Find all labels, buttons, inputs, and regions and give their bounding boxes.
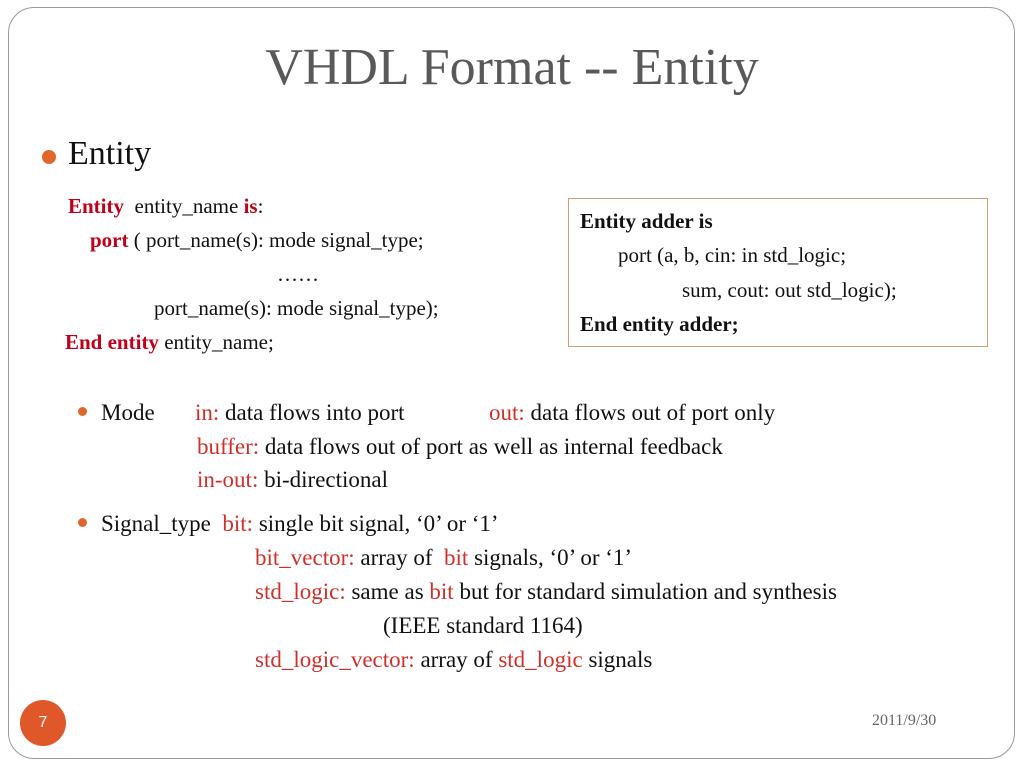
signal-bitvector-desc-2: signals, ‘0’ or ‘1’: [474, 545, 633, 570]
signal-stdlogic-keyword: std_logic:: [255, 579, 346, 604]
mode-inout-desc: bi-directional: [264, 467, 388, 492]
mode-buffer-keyword: buffer:: [197, 434, 260, 459]
signal-stdlogic-line: [255, 580, 837, 603]
signal-stdlogicvector-line: [255, 648, 652, 671]
signal-bitvector-line: [255, 546, 632, 569]
mode-out-keyword: out:: [489, 400, 525, 425]
page-number-badge: 7: [20, 700, 66, 746]
example-line-1: Entity adder is: [580, 209, 713, 233]
bullet-dot-icon: [78, 518, 87, 527]
syntax-keyword-port: port: [90, 228, 129, 252]
mode-in-keyword: in:: [195, 400, 220, 425]
signal-bitvector-keyword: bit_vector:: [255, 545, 355, 570]
syntax-end-name: entity_name;: [164, 330, 274, 354]
syntax-line-4: port_name(s): mode signal_type);: [154, 296, 439, 320]
bullet-dot-icon: [78, 407, 87, 416]
example-line-2: port (a, b, cin: in std_logic;: [618, 243, 847, 267]
signal-stdlogicvector-ref: std_logic: [498, 647, 583, 672]
signal-bitvector-bit: bit: [444, 545, 469, 570]
signal-type-label: Signal_type: [101, 511, 211, 536]
signal-type-line-1: [101, 512, 499, 535]
signal-stdlogicvector-keyword: std_logic_vector:: [255, 647, 415, 672]
syntax-entity-name: entity_name: [134, 194, 239, 218]
syntax-line-3: ……: [277, 262, 319, 286]
signal-bit-desc: single bit signal, ‘0’ or ‘1’: [258, 511, 499, 536]
syntax-keyword-end-entity: End entity: [65, 330, 159, 354]
mode-in-desc: data flows into port: [225, 400, 405, 425]
syntax-port-decl: ( port_name(s): mode signal_type;: [133, 228, 424, 252]
mode-inout-keyword: in-out:: [197, 467, 259, 492]
signal-stdlogic-bit: bit: [429, 579, 454, 604]
example-line-3: sum, cout: out std_logic);: [682, 278, 897, 302]
signal-bit-keyword: bit:: [222, 511, 254, 536]
mode-line-1: [101, 401, 155, 424]
syntax-keyword-is: is: [243, 194, 258, 218]
signal-stdlogic-desc-1: same as: [351, 579, 424, 604]
mode-out-desc: data flows out of port only: [530, 400, 776, 425]
signal-stdlogic-desc-2: but for standard simulation and synthesis: [459, 579, 837, 604]
mode-inout: [197, 468, 388, 491]
syntax-keyword-entity: Entity: [68, 194, 125, 218]
syntax-line-5: [65, 332, 274, 353]
syntax-colon: :: [257, 194, 264, 218]
signal-stdlogic-ieee: (IEEE standard 1164): [383, 613, 583, 638]
mode-in: [195, 401, 405, 424]
syntax-line-2: [90, 230, 424, 251]
syntax-line-1: [68, 196, 263, 217]
example-code-box: [568, 198, 988, 347]
signal-stdlogicvector-desc-1: array of: [420, 647, 493, 672]
mode-out: [489, 401, 775, 424]
bullet-dot-icon: [42, 150, 56, 164]
signal-bitvector-desc-1: array of: [360, 545, 433, 570]
slide-date: 2011/9/30: [872, 712, 937, 729]
slide-title: VHDL Format -- Entity: [265, 39, 759, 96]
example-line-4: End entity adder;: [580, 312, 739, 336]
mode-buffer-desc: data flows out of port as well as internal feedback: [264, 434, 723, 459]
mode-label: Mode: [101, 400, 155, 425]
mode-buffer: [197, 435, 723, 458]
section-heading: Entity: [68, 135, 152, 172]
signal-stdlogicvector-desc-2: signals: [588, 647, 653, 672]
